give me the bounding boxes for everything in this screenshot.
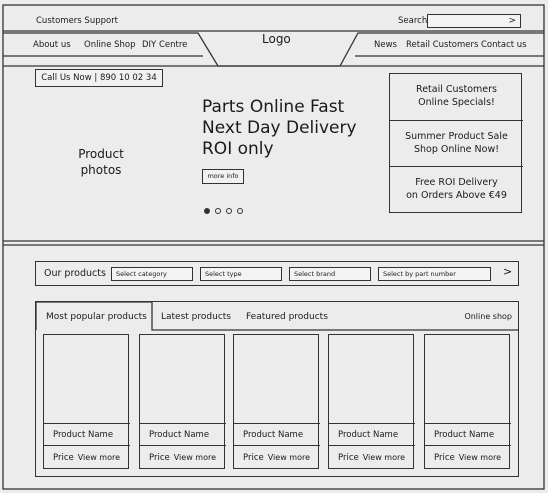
promo-summer-sale[interactable] — [390, 120, 523, 166]
divider — [234, 445, 320, 446]
customer-support-link[interactable]: Customers Support — [36, 16, 119, 26]
hero-headline-line: Next Day Delivery — [202, 118, 357, 138]
product-name: Product Name — [53, 430, 114, 440]
our-products-label: Our products — [44, 268, 106, 279]
search-input[interactable] — [427, 14, 521, 28]
divider — [44, 445, 130, 446]
product-card[interactable] — [139, 334, 225, 469]
divider — [329, 445, 415, 446]
carousel-dot[interactable] — [215, 208, 221, 214]
promo-line: Free ROI Delivery — [415, 177, 498, 188]
divider — [44, 423, 130, 424]
select-type[interactable]: Select type — [200, 267, 282, 281]
online-shop-link[interactable]: Online shop — [464, 312, 512, 321]
promo-line: on Orders Above €49 — [406, 190, 507, 201]
hero-headline — [202, 97, 382, 160]
view-more-link[interactable]: View more — [173, 453, 216, 462]
product-name: Product Name — [243, 430, 304, 440]
promo-line: Summer Product Sale — [405, 131, 508, 142]
tab-latest-products[interactable]: Latest products — [161, 312, 231, 322]
divider — [140, 445, 226, 446]
product-card[interactable] — [233, 334, 319, 469]
call-us-box: Call Us Now | 890 10 02 34 — [35, 69, 163, 87]
product-card[interactable] — [424, 334, 510, 469]
promo-line: Online Specials! — [418, 97, 495, 108]
select-part-number[interactable]: Select by part number — [378, 267, 491, 281]
promo-line: Shop Online Now! — [413, 144, 500, 155]
divider — [234, 423, 320, 424]
tab-most-popular[interactable]: Most popular products — [46, 312, 147, 322]
view-more-link[interactable]: View more — [362, 453, 405, 462]
promo-retail-specials[interactable] — [390, 74, 523, 120]
select-category[interactable]: Select category — [111, 267, 193, 281]
divider — [425, 445, 511, 446]
carousel-dot[interactable] — [204, 208, 210, 214]
view-more-link[interactable]: View more — [77, 453, 120, 462]
product-card[interactable] — [328, 334, 414, 469]
select-brand[interactable]: Select brand — [289, 267, 371, 281]
view-more-link[interactable]: View more — [267, 453, 310, 462]
product-name: Product Name — [149, 430, 210, 440]
product-photos-placeholder: Product photos — [78, 147, 124, 177]
divider — [425, 423, 511, 424]
site-logo[interactable]: Logo — [262, 32, 291, 46]
hero-headline-line: Parts Online Fast — [202, 97, 345, 117]
divider — [329, 423, 415, 424]
product-name: Product Name — [434, 430, 495, 440]
view-more-link[interactable]: View more — [458, 453, 501, 462]
nav-retail-customers[interactable]: Retail Customers — [406, 40, 479, 50]
nav-diy-centre[interactable]: DIY Centre — [142, 40, 188, 50]
nav-contact-us[interactable]: Contact us — [481, 40, 527, 50]
promo-panel — [389, 73, 522, 213]
carousel-dot[interactable] — [237, 208, 243, 214]
product-price: Price — [434, 453, 455, 463]
search-label: Search — [398, 16, 428, 26]
product-name: Product Name — [338, 430, 399, 440]
product-card[interactable] — [43, 334, 129, 469]
nav-news[interactable]: News — [374, 40, 397, 50]
more-info-button[interactable]: more info — [202, 169, 244, 184]
product-price: Price — [149, 453, 170, 463]
divider — [140, 423, 226, 424]
nav-online-shop[interactable]: Online Shop — [84, 40, 136, 50]
promo-free-delivery[interactable] — [390, 166, 523, 212]
product-filter-bar — [35, 261, 519, 286]
hero-headline-line: ROI only — [202, 139, 274, 159]
product-price: Price — [53, 453, 74, 463]
carousel-dot[interactable] — [226, 208, 232, 214]
product-price: Price — [338, 453, 359, 463]
filter-next-button[interactable]: > — [503, 265, 513, 278]
promo-line: Retail Customers — [416, 84, 497, 95]
search-go-button[interactable]: > — [508, 16, 516, 26]
product-price: Price — [243, 453, 264, 463]
nav-about-us[interactable]: About us — [33, 40, 71, 50]
tab-featured-products[interactable]: Featured products — [246, 312, 328, 322]
